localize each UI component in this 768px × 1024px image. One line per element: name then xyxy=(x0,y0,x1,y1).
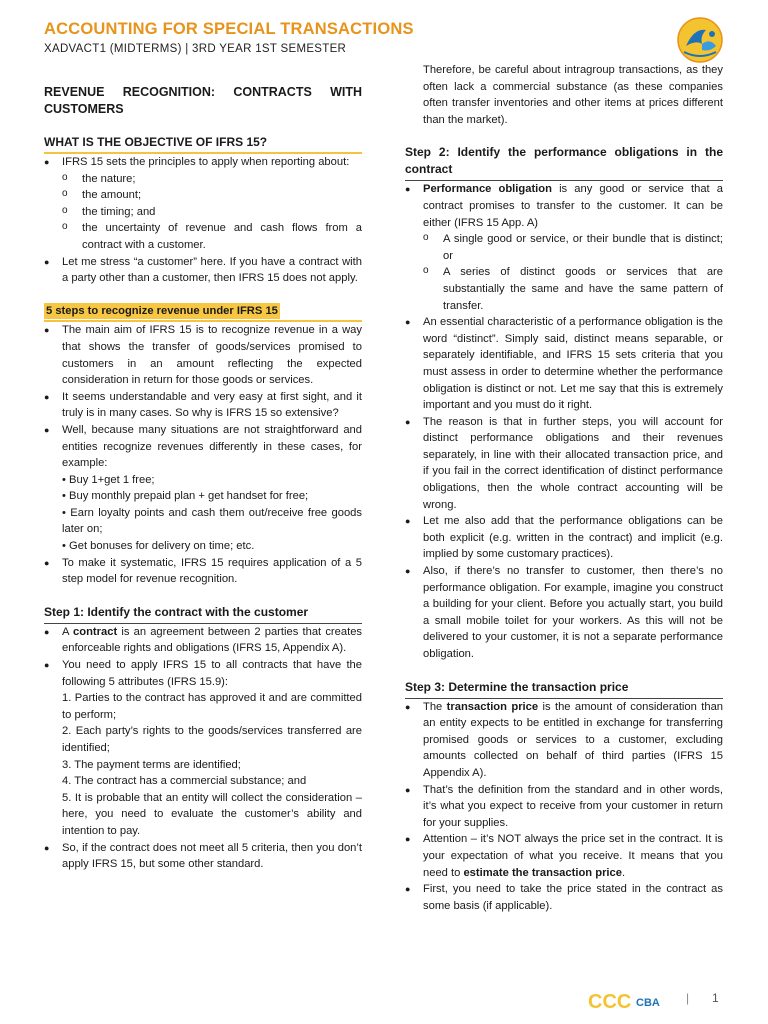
step3-list xyxy=(405,699,723,915)
list-item: o the amount; xyxy=(62,187,362,204)
footer-logo-text: CBA xyxy=(636,997,660,1009)
step3-heading: Step 3: Determine the transaction price xyxy=(405,679,723,699)
example-item: • Buy monthly prepaid plan + get handset for free; xyxy=(62,490,309,503)
example-item: • Get bonuses for delivery on time; etc. xyxy=(62,540,255,553)
step1-list xyxy=(44,624,362,873)
attribute-item: 3. The payment terms are identified; xyxy=(62,758,241,771)
list-item: ● That’s the definition from the standard and in other words, it’s what you expect to receive from your customer in return for your supplies. xyxy=(405,782,723,832)
list-item: ● Also, if there’s no transfer to customer, then there’s no performance obligation. For example, imagine you construct a building for your client. Before you actually start, you build a small mobile toilet for your workers. As this will not be delivered to your customer, it is not a separate performance obligation. xyxy=(405,563,723,663)
list-item: ● The transaction price is the amount of consideration than an entity expects to be entitled in exchange for transferring promised goods or services to a customer, excluding amounts collected on behalf of third parties (IFRS 15 Appendix A). xyxy=(405,699,723,782)
footer-separator: | xyxy=(686,991,690,1005)
list-item: ● To make it systematic, IFRS 15 requires application of a 5 step model for revenue recognition. xyxy=(44,555,362,588)
list-item: ● Performance obligation is any good or service that a contract promises to transfer to the customer. It can be either (IFRS 15 App. A) o A single good or service, or their bundle that is distinct; or o A series of distinct goods or services that are substantially the same and have the same pattern of transfer. xyxy=(405,181,723,314)
svg-text:CCC: CCC xyxy=(588,991,632,1013)
list-item: ● IFRS 15 sets the principles to apply when reporting about: o the nature; o the amount; o the timing; and o the uncertainty of revenue and cash flows from a contract with a customer. xyxy=(44,154,362,254)
list-item: o A series of distinct goods or services that are substantially the same and have the same pattern of transfer. xyxy=(423,264,723,314)
attribute-item: 5. It is probable that an entity will collect the consideration – here, you need to evaluate the customer’s ability and intention to pay. xyxy=(62,791,362,837)
list-item: ● First, you need to take the price stated in the contract as some basis (if applicable). xyxy=(405,881,723,914)
list-item: ● Let me stress “a customer” here. If you have a contract with a party other than a customer, then IFRS 15 does not apply. xyxy=(44,254,362,287)
list-item: ● It seems understandable and very easy at first sight, and it truly is in many cases. So why is IFRS 15 so extensive? xyxy=(44,389,362,422)
list-item: ● Attention – it’s NOT always the price set in the contract. It is your expectation of what you receive. It means that you need to estimate the transaction price. xyxy=(405,831,723,881)
main-section-title: REVENUE RECOGNITION: CONTRACTS WITH CUSTOMERS xyxy=(44,85,362,116)
page-number: 1 xyxy=(712,991,719,1005)
school-logo-icon xyxy=(676,16,724,64)
list-item: o the uncertainty of revenue and cash flows from a contract with a customer. xyxy=(62,220,362,253)
example-item: • Earn loyalty points and cash them out/receive free goods later on; xyxy=(62,506,362,536)
list-item: ● An essential characteristic of a performance obligation is the word “distinct”. Simply said, distinct means separable, or separately identifiable, and IFRS 15 sets criteria that you must assess in order to determine whether the performance obligation is distinct or not. Let me say that this is extremely important and you must do it right. xyxy=(405,314,723,414)
list-item: o A single good or service, or their bundle that is distinct; or xyxy=(423,231,723,264)
document-subtitle: XADVACT1 (MIDTERMS) | 3RD YEAR 1ST SEMESTER xyxy=(44,43,347,55)
attribute-item: 4. The contract has a commercial substance; and xyxy=(62,775,307,788)
step2-sublist xyxy=(423,231,723,314)
objective-list xyxy=(44,154,362,287)
step1-heading: Step 1: Identify the contract with the customer xyxy=(44,604,362,624)
intro-paragraph: Therefore, be careful about intragroup transactions, as they often lack a commercial substance (as these companies often transfer inventories and other items at prices different than the market). xyxy=(423,64,723,126)
list-item: ● Well, because many situations are not straightforward and entities recognize revenues differently in these cases, for example: • Buy 1+get 1 free; • Buy monthly prepaid plan + get handset for free; • Earn loyalty points and cash them out/receive free goods later on; • Get bonuses for delivery on time; etc. xyxy=(44,422,362,555)
list-item: ● The main aim of IFRS 15 is to recognize revenue in a way that shows the transfer of goods/services promised to customers in an amount reflecting the expected consideration in return for those goods or services. xyxy=(44,322,362,388)
list-item: ● So, if the contract does not meet all 5 criteria, then you don’t apply IFRS 15, but some other standard. xyxy=(44,840,362,873)
five-steps-list xyxy=(44,322,362,588)
example-item: • Buy 1+get 1 free; xyxy=(62,473,155,486)
step2-heading: Step 2: Identify the performance obligations in the contract xyxy=(405,144,723,181)
list-item: o the timing; and xyxy=(62,204,362,221)
attribute-item: 1. Parties to the contract has approved it and are committed to perform; xyxy=(62,692,362,721)
list-item: o the nature; xyxy=(62,171,362,188)
attribute-item: 2. Each party’s rights to the goods/services transferred are identified; xyxy=(62,725,362,754)
list-item: ● Let me also add that the performance obligations can be both explicit (e.g. written in the contract) and implicit (e.g. implied by some customary practices). xyxy=(405,513,723,563)
right-column xyxy=(405,62,723,914)
five-steps-heading: 5 steps to recognize revenue under IFRS 15 xyxy=(46,304,278,317)
list-item: ● You need to apply IFRS 15 to all contracts that have the following 5 attributes (IFRS 15.9): 1. Parties to the contract has approved it and are committed to perform; 2. Each party’s rights to the goods/services transferred are identified; 3. The payment terms are identified; 4. The contract has a commercial substance; and 5. It is probable that an entity will collect the consideration – here, you need to evaluate the customer’s ability and intention to pay. xyxy=(44,657,362,840)
left-column xyxy=(44,84,362,873)
list-item: ● The reason is that in further steps, you will account for distinct performance obligations and their revenues separately, in line with their allocated transaction price, and if you fail in the correct identification of distinct performance obligations, then the whole contract accounting will be wrong. xyxy=(405,414,723,514)
step2-list xyxy=(405,181,723,662)
footer-logo-icon xyxy=(586,988,664,1014)
document-title: ACCOUNTING FOR SPECIAL TRANSACTIONS xyxy=(44,20,414,38)
list-item: ● A contract is an agreement between 2 parties that creates enforceable rights and obligations (IFRS 15, Appendix A). xyxy=(44,624,362,657)
objective-heading: WHAT IS THE OBJECTIVE OF IFRS 15? xyxy=(44,134,362,154)
objective-sublist xyxy=(62,171,362,254)
